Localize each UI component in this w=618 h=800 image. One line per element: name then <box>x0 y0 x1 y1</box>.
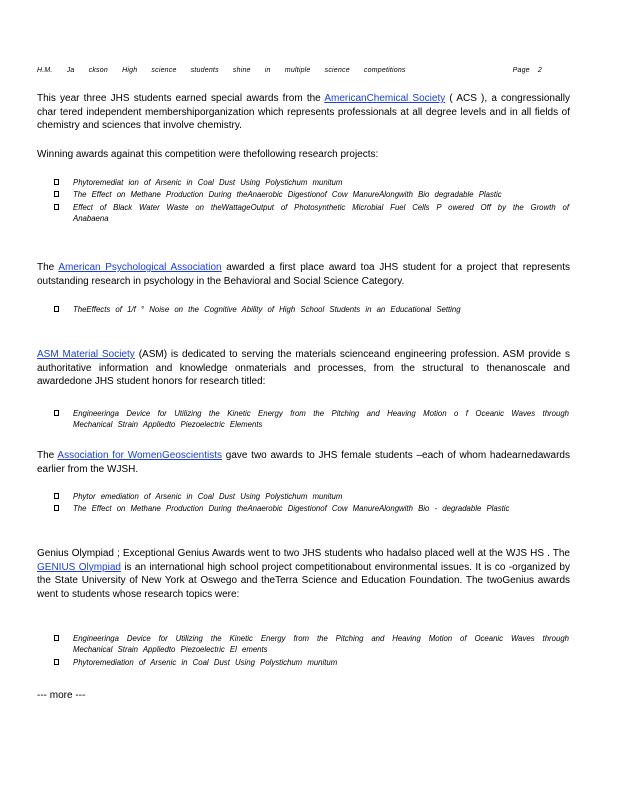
list-item <box>54 202 569 225</box>
paragraph-text: awarded a first place award toa JHS student for a project that represents outstanding research in psychology in the Behavioral and Social Science Category. <box>37 262 570 287</box>
bullet-icon <box>54 659 59 665</box>
list-item <box>54 304 569 315</box>
list-item <box>54 408 569 431</box>
paragraph-awg <box>37 449 570 476</box>
list-item-text: Phytoremediat ion of Arsenic in Coal Dust Using Polystichum munitum <box>73 178 343 187</box>
bullet-icon <box>54 493 59 499</box>
project-list-apa <box>54 304 569 316</box>
bullet-icon <box>54 204 59 210</box>
list-item <box>54 503 569 514</box>
list-item <box>54 177 569 188</box>
bullet-icon <box>54 410 59 416</box>
paragraph-acs <box>37 92 570 133</box>
paragraph-winning-awards <box>37 148 570 162</box>
paragraph-text: is an international high school project competitionabout environmental issues. It is co -organized by the State University of New York at Oswego and theTerra Science and Education Foundation. The twoGenius awards went to students whose research topics were: <box>37 561 570 600</box>
list-item <box>54 633 569 656</box>
page-number: Page 2 <box>512 67 542 74</box>
project-list-awg <box>54 491 569 516</box>
header-title: H.M. Ja ckson High science students shine in multiple science competitions <box>37 67 406 74</box>
paragraph-text: gave two awards to JHS female students –each of whom hadearnedawards earlier from the WJSH. <box>37 450 570 475</box>
list-item <box>54 189 569 200</box>
list-item <box>54 491 569 502</box>
project-list-asm <box>54 408 569 432</box>
list-item-text: Phytoremediation of Arsenic in Coal Dust Using Polystichum munitum <box>73 657 338 667</box>
genius-olympiad-link[interactable]: GENIUS Olympiad <box>37 561 121 573</box>
list-item-text: The Effect on Methane Production During theAnaerobic Digestionof Cow ManureAlongwith Bio degradable Plastic <box>73 190 502 200</box>
project-list-genius <box>54 633 569 669</box>
bullet-icon <box>54 191 59 197</box>
list-item-text: Phytor emediation of Arsenic in Coal Dust Using Polystichum munitum <box>73 492 343 501</box>
paragraph-asm <box>37 348 570 389</box>
bullet-icon <box>54 505 59 511</box>
acs-link[interactable]: AmericanChemical Society <box>324 93 446 104</box>
list-item-text: TheEffects of 1/f ° Noise on the Cognitive Ability of High School Students in an Educational Setting <box>73 305 461 314</box>
list-item-text: Engineeringa Device for Utilizing the Kinetic Energy from the Pitching and Heaving Motion of Oceanic Waves through Mechanical Strain Appliedto Piezoelectric El ements <box>73 634 569 655</box>
paragraph-text: Winning awards againat this competition were thefollowing research projects: <box>37 149 379 160</box>
paragraph-text: Genius Olympiad ; Exceptional Genius Awards went to two JHS students who hadalso placed well at the WJS HS . The <box>37 548 570 559</box>
awg-link[interactable]: Association for WomenGeoscientists <box>57 450 223 461</box>
bullet-icon <box>54 635 59 641</box>
list-item-text: Effect of Black Water Waste on theWattageOutput of Photosynthetic Microbial Fuel Cells P owered Off by the Growth of Anabaena <box>73 202 569 224</box>
list-item <box>54 657 569 668</box>
apa-link[interactable]: American Psychological Association <box>58 262 222 273</box>
paragraph-apa <box>37 261 570 288</box>
paragraph-genius <box>37 547 570 601</box>
paragraph-text: This year three JHS students earned special awards from the <box>37 93 325 104</box>
paragraph-text: The <box>37 262 59 273</box>
asm-link[interactable]: ASM Material Society <box>37 349 135 360</box>
list-item-text: The Effect on Methane Production During theAnaerobic Digestionof Cow ManureAlongwith Bio - degradable Plastic <box>73 504 510 514</box>
paragraph-text: (ASM) is dedicated to serving the materials scienceand engineering profession. ASM provide s authoritative information and knowledge onmaterials and processes, from the structural to thenanoscale and awardedone JHS student honors for research titled: <box>37 349 570 388</box>
bullet-icon <box>54 179 59 185</box>
bullet-icon <box>54 306 59 312</box>
paragraph-text: ( ACS ), a congressionally char tered independent membershiporganization which represents professionals at all degree levels and in all fields of chemistry and sciences that involve chemistry. <box>37 93 570 132</box>
list-item-text: Engineeringa Device for Utilizing the Kinetic Energy from the Pitching and Heaving Motion o f Oceanic Waves through Mechanical Strain Appliedto Piezoelectric Elements <box>73 409 569 430</box>
project-list-acs <box>54 177 569 226</box>
more-indicator: --- more --- <box>37 690 86 701</box>
paragraph-text: The <box>37 450 58 461</box>
